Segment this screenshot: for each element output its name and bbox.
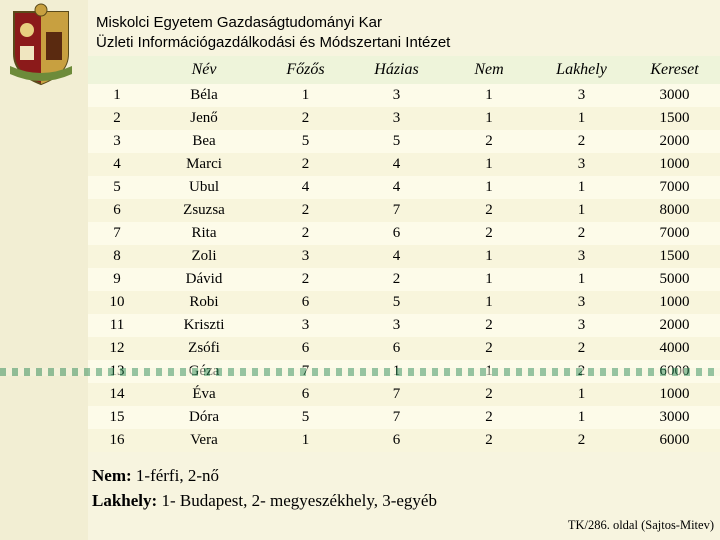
cell-name: Dávid [146, 268, 262, 291]
table-row [88, 84, 720, 107]
table-body [88, 84, 720, 452]
cell-fozos: 2 [262, 268, 349, 291]
cell-name: Ubul [146, 176, 262, 199]
cell-lakhely: 1 [534, 107, 629, 130]
cell-kereset: 4000 [629, 337, 720, 360]
cell-name: Rita [146, 222, 262, 245]
table-row [88, 268, 720, 291]
cell-name: Robi [146, 291, 262, 314]
cell-row-number: 7 [88, 222, 146, 245]
table-row [88, 314, 720, 337]
cell-kereset: 2000 [629, 130, 720, 153]
table-row [88, 291, 720, 314]
cell-fozos: 3 [262, 245, 349, 268]
cell-name: Marci [146, 153, 262, 176]
cell-row-number: 9 [88, 268, 146, 291]
legend-lakhely-text: 1- Budapest, 2- megyeszékhely, 3-egyéb [157, 491, 437, 510]
cell-nem: 2 [444, 130, 534, 153]
cell-kereset: 1000 [629, 383, 720, 406]
cell-name: Kriszti [146, 314, 262, 337]
cell-lakhely: 1 [534, 199, 629, 222]
cell-lakhely: 2 [534, 337, 629, 360]
cell-fozos: 3 [262, 314, 349, 337]
cell-row-number: 6 [88, 199, 146, 222]
cell-name: Bea [146, 130, 262, 153]
cell-row-number: 10 [88, 291, 146, 314]
cell-name: Zsuzsa [146, 199, 262, 222]
cell-nem: 2 [444, 337, 534, 360]
table-row [88, 337, 720, 360]
table-row [88, 383, 720, 406]
cell-fozos: 2 [262, 199, 349, 222]
cell-lakhely: 1 [534, 406, 629, 429]
cell-nem: 1 [444, 268, 534, 291]
legend-nem [92, 463, 437, 488]
table-row [88, 176, 720, 199]
cell-row-number: 14 [88, 383, 146, 406]
cell-kereset: 1500 [629, 245, 720, 268]
legend-nem-label: Nem: [92, 466, 132, 485]
cell-hazias: 3 [349, 107, 444, 130]
cell-row-number: 11 [88, 314, 146, 337]
table-row [88, 130, 720, 153]
table-row [88, 107, 720, 130]
column-header-fozos: Főzős [262, 56, 349, 84]
cell-fozos: 2 [262, 153, 349, 176]
cell-hazias: 6 [349, 429, 444, 452]
cell-lakhely: 3 [534, 245, 629, 268]
cell-nem: 2 [444, 222, 534, 245]
column-header-lakhely: Lakhely [534, 56, 629, 84]
table-row [88, 153, 720, 176]
cell-hazias: 4 [349, 245, 444, 268]
cell-kereset: 6000 [629, 429, 720, 452]
cell-kereset: 1000 [629, 153, 720, 176]
cell-lakhely: 2 [534, 222, 629, 245]
cell-lakhely: 1 [534, 176, 629, 199]
cell-name: Zoli [146, 245, 262, 268]
cell-fozos: 6 [262, 337, 349, 360]
cell-lakhely: 3 [534, 314, 629, 337]
table-row [88, 429, 720, 452]
cell-lakhely: 2 [534, 130, 629, 153]
cell-hazias: 5 [349, 291, 444, 314]
cell-hazias: 7 [349, 383, 444, 406]
legend [92, 463, 437, 513]
cell-hazias: 3 [349, 314, 444, 337]
cell-hazias: 7 [349, 406, 444, 429]
cell-nem: 1 [444, 245, 534, 268]
cell-nem: 1 [444, 84, 534, 107]
column-header-row-number [88, 56, 146, 84]
cell-hazias: 6 [349, 222, 444, 245]
column-header-hazias: Házias [349, 56, 444, 84]
cell-hazias: 4 [349, 153, 444, 176]
institute-title: Üzleti Információgazdálkodási és Módszertani Intézet [96, 34, 451, 51]
cell-kereset: 3000 [629, 84, 720, 107]
data-table [88, 56, 720, 452]
cell-nem: 2 [444, 406, 534, 429]
overlay-dashed-line [0, 368, 720, 376]
table-row [88, 222, 720, 245]
cell-fozos: 1 [262, 84, 349, 107]
cell-fozos: 5 [262, 130, 349, 153]
cell-row-number: 8 [88, 245, 146, 268]
legend-nem-text: 1-férfi, 2-nő [131, 466, 219, 485]
cell-name: Vera [146, 429, 262, 452]
cell-nem: 2 [444, 383, 534, 406]
column-header-name: Név [146, 56, 262, 84]
table-row [88, 406, 720, 429]
table-header-row [88, 56, 720, 84]
cell-lakhely: 1 [534, 383, 629, 406]
cell-kereset: 1500 [629, 107, 720, 130]
column-header-nem: Nem [444, 56, 534, 84]
cell-hazias: 2 [349, 268, 444, 291]
cell-hazias: 3 [349, 84, 444, 107]
cell-kereset: 7000 [629, 222, 720, 245]
cell-fozos: 2 [262, 107, 349, 130]
cell-row-number: 12 [88, 337, 146, 360]
cell-kereset: 3000 [629, 406, 720, 429]
cell-kereset: 8000 [629, 199, 720, 222]
cell-fozos: 6 [262, 291, 349, 314]
cell-row-number: 3 [88, 130, 146, 153]
institution-header [96, 13, 450, 53]
cell-hazias: 7 [349, 199, 444, 222]
cell-fozos: 4 [262, 176, 349, 199]
cell-row-number: 16 [88, 429, 146, 452]
cell-name: Éva [146, 383, 262, 406]
cell-name: Jenő [146, 107, 262, 130]
cell-hazias: 5 [349, 130, 444, 153]
cell-kereset: 5000 [629, 268, 720, 291]
cell-kereset: 7000 [629, 176, 720, 199]
cell-fozos: 2 [262, 222, 349, 245]
cell-fozos: 6 [262, 383, 349, 406]
cell-nem: 2 [444, 199, 534, 222]
table-row [88, 199, 720, 222]
cell-fozos: 1 [262, 429, 349, 452]
cell-lakhely: 3 [534, 84, 629, 107]
cell-nem: 1 [444, 153, 534, 176]
cell-lakhely: 2 [534, 429, 629, 452]
source-citation: TK/286. oldal (Sajtos-Mitev) [567, 518, 714, 532]
cell-lakhely: 1 [534, 268, 629, 291]
university-crest-logo [6, 2, 76, 94]
cell-hazias: 6 [349, 337, 444, 360]
cell-name: Béla [146, 84, 262, 107]
cell-nem: 1 [444, 176, 534, 199]
cell-row-number: 15 [88, 406, 146, 429]
legend-lakhely [92, 488, 437, 513]
cell-kereset: 2000 [629, 314, 720, 337]
legend-lakhely-label: Lakhely: [92, 491, 158, 510]
column-header-kereset: Kereset [629, 56, 720, 84]
cell-nem: 2 [444, 314, 534, 337]
cell-nem: 1 [444, 291, 534, 314]
faculty-title: Miskolci Egyetem Gazdaságtudományi Kar [96, 14, 382, 31]
cell-name: Zsófi [146, 337, 262, 360]
cell-lakhely: 3 [534, 153, 629, 176]
table-row [88, 245, 720, 268]
cell-hazias: 4 [349, 176, 444, 199]
cell-name: Dóra [146, 406, 262, 429]
cell-row-number: 5 [88, 176, 146, 199]
cell-fozos: 5 [262, 406, 349, 429]
cell-kereset: 1000 [629, 291, 720, 314]
cell-lakhely: 3 [534, 291, 629, 314]
cell-nem: 1 [444, 107, 534, 130]
cell-row-number: 1 [88, 84, 146, 107]
cell-row-number: 2 [88, 107, 146, 130]
cell-nem: 2 [444, 429, 534, 452]
cell-row-number: 4 [88, 153, 146, 176]
